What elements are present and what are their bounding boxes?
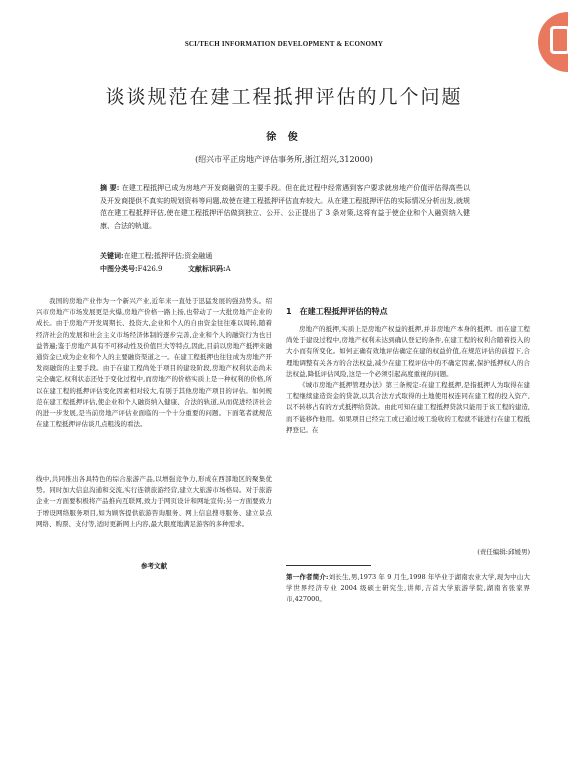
journal-header: SCI/TECH INFORMATION DEVELOPMENT & ECONOMY — [184, 40, 384, 48]
editor-note: (责任编辑:邱媛男) — [477, 548, 530, 556]
footnote-divider — [286, 565, 371, 566]
section-heading — [286, 306, 388, 317]
left-column-intro — [36, 296, 272, 430]
author-bio-text: 刘长生,男,1973 年 9 月生,1998 年毕业于湖南农业大学,现为中山大学世界经济专业 2004 级硕士研究生,讲师,吉首大学旅游学院,湖南省张家界市,427000。 — [286, 573, 530, 604]
classification-number — [100, 264, 163, 274]
document-icon[interactable] — [538, 12, 568, 72]
article-title: 谈谈规范在建工程抵押评估的几个问题 — [105, 86, 463, 108]
affiliation: (绍兴市平正房地产评估事务所,浙江绍兴,312000) — [195, 155, 373, 164]
section-number: 1 — [286, 307, 292, 316]
classification-label: 中图分类号: — [100, 264, 138, 273]
document-code-value: A — [225, 265, 231, 273]
right-column-body — [286, 324, 530, 436]
section-title: 在建工程抵押评估的特点 — [299, 306, 388, 316]
abstract-text: 在建工程抵押已成为房地产开发商融资的主要手段。但在此过程中经常遇到客户要求就房地产价值评估得高些以及开发商提供不真实的规划资料等问题,故使在建工程抵押评估直弃较大。从在建工程抵押评估的实际情况分析出发,就规范在建工程抵押评估,使在建工程抵押评估做到独立、公开、公正提出了 3 条对策,这将有益于使企业和个人融资纳入健康、合法的轨道。 — [100, 184, 470, 230]
classification-value: F426.9 — [137, 265, 163, 273]
references-heading: 参考文献 — [141, 562, 167, 570]
author-bio-label: 第一作者简介: — [286, 573, 329, 581]
author-bio — [286, 572, 530, 606]
body-paragraph: 《城市房地产抵押管理办法》第三条规定:在建工程抵押,是指抵押人为取得在建工程继续建造资金的贷款,以其合法方式取得的土地使用权连同在建工程的投入资产,以不转移占有的方式抵押给贷款。由此可知在建工程抵押贷款只能用于该工程的建造,而不能移作他用。如果项目已经完工或已通过竣工验收的工程就不能进行在建工程抵押登记。在 — [286, 381, 530, 434]
keywords-label: 关键词: — [100, 251, 124, 260]
keywords — [100, 250, 470, 262]
body-paragraph: 线中,共同推出各具特色的综合旅游产品,以增强竞争力,形成在西部地区的聚集优势。同时加大信息沟通和交流,实行连锁旅游经营,建立大旅游市场格局。对于旅游企业一方面要积极将产品推向互联网,致力于网页设计和网址宣传;另一方面要致力于增设网络服务项目,如为顾客提供旅游咨询服务、网上信息搜寻服务、建立景点网络、购票、支付等,适时更新网上内容,最大限度地满足游客的多种需求。 — [36, 475, 272, 528]
abstract — [100, 182, 470, 232]
body-paragraph: 房地产的抵押,实质上是房地产权益的抵押,并非房地产本身的抵押。而在建工程尚处于建设过程中,房地产权利未达到确认登记的条件,在建工程的权利合随着投入的大小而有所变化。如何正确有效地评估确定在建的权益价值,在规范评估的前提下,合理地调整有关各方的合法权益,减少在建工程评估中的不确定因素,保护抵押权人的合法权益,降低评估风险,这是一个必须引起高度重视的问题。 — [286, 325, 530, 378]
keywords-text: 在建工程;抵押评估;资金融通 — [123, 252, 213, 260]
author: 徐 俊 — [266, 132, 302, 143]
document-code-label: 文献标识码: — [188, 264, 226, 273]
document-code — [188, 264, 231, 274]
left-column-continued — [36, 474, 272, 530]
body-paragraph: 我国的房地产业作为一个新兴产业,近年来一直处于迅猛发展的强劲势头。绍兴市房地产市场发展更是火爆,房地产价格一路上扬,也带动了一大批房地产企业的成长。由于房地产开发周期长、投资大,企业和个人的自由资金往往难以周转,随着经济社会的发展和社会主义市场经济体制的逐步完善,企业和个人的融资行为也日益普遍;鉴于房地产具有不可移动性及价值巨大等特点,因此,目前以房地产抵押来融通资金已成为企业和个人的主要融资渠道之一。在建工程抵押也往往成为房地产开发商融资的主要手段。由于在建工程尚处于项目的建设阶段,房地产权利状态尚未完全确定,权利状态还处于变化过程中,而房地产的价格实质上是一种权利的价格,所以在建工程的抵押评估变化因素相对较大,有别于其他房地产项目的评估。如何规范在建工程抵押评估,使企业和个人融资纳入健康、合法的轨道,从而促进经济社会的进一步发展,是当前房地产评估业面临的一个十分重要的问题。下面笔者就规范在建工程抵押评估谈几点粗浅的看法。 — [36, 297, 272, 429]
abstract-label: 摘 要: — [100, 183, 120, 192]
